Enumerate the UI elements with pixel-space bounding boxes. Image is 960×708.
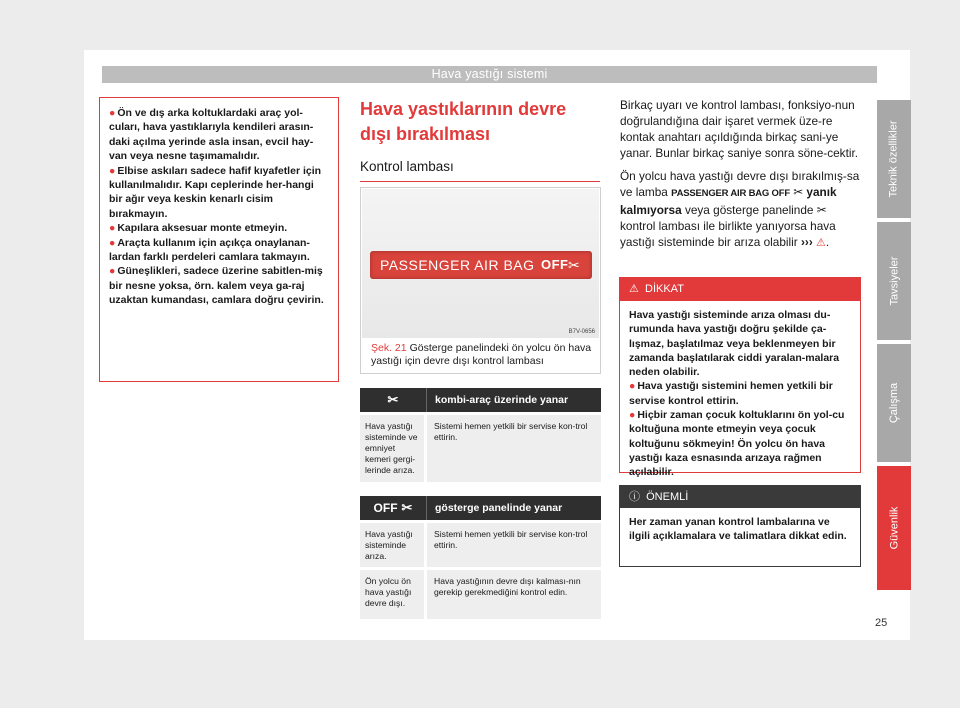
body-text	[620, 97, 860, 258]
onemli-box	[619, 485, 861, 567]
dikkat-body: Hava yastığı sisteminde arıza olması du-rumunda hava yastığı doğru şekilde ça-lışmaz, başlatılmaz veya beklenmeyen bir zamanda başlatılarak ciddi yaralan-malara neden olabilir. ● Hava yastığı sistemini hemen yetkili bir servise kontrol ettirin. ● Hiçbir zaman çocuk koltuklarını ön yol-cu koltuğuna monte etmeyin veya çocuk koltuğunu sökmeyin! Ön yolcu ön hava yastığı kaza esnasında arızaya rağmen açılabilir.	[620, 301, 860, 480]
figure-caption: Şek. 21 Gösterge panelindeki ön yolcu ön hava yastığı için devre dışı kontrol lambası	[371, 342, 592, 367]
warning-triangle-icon: ⚠	[816, 237, 826, 249]
subtitle-rule	[360, 181, 600, 182]
bullet-icon: ●	[629, 409, 636, 422]
bullet-icon: ●	[109, 222, 116, 235]
figure-code: B7V-0656	[568, 329, 595, 335]
table-header: OFF ✂ gösterge panelinde yanar	[360, 496, 601, 520]
list-item: ● Hava yastığı sistemini hemen yetkili bir servise kontrol ettirin.	[629, 380, 833, 407]
figure-21	[360, 187, 601, 374]
airbag-off-lamp: PASSENGER AIR BAG OFF ✂	[370, 251, 592, 279]
airbag-off-icon: OFF ✂	[360, 496, 427, 520]
table-kombi	[360, 388, 601, 482]
side-tab-calisma[interactable]: Çalışma	[877, 344, 911, 462]
table-header: ✂ kombi-araç üzerinde yanar	[360, 388, 601, 412]
warning-item: ● Kapılara aksesuar monte etmeyin.	[109, 222, 288, 235]
side-tab-guvenlik[interactable]: Güvenlik	[877, 466, 911, 590]
section-title: Hava yastıklarının devre dışı bırakılması	[360, 99, 567, 144]
airbag-warning-icon: ✂	[816, 203, 827, 217]
airbag-off-lamp-label: PASSENGER AIR BAG OFF	[671, 188, 790, 199]
onemli-header: ⓘ ÖNEMLİ	[620, 486, 860, 508]
bullet-icon: ●	[109, 265, 116, 278]
warning-list-box	[99, 97, 339, 382]
side-tab-teknik[interactable]: Teknik özellikler	[877, 100, 911, 218]
warning-item: ● Araçta kullanım için açıkça onaylanan-lardan farklı perdeleri camlara takmayın.	[109, 236, 310, 264]
dikkat-header: ⚠ DİKKAT	[620, 278, 860, 301]
section-subtitle: Kontrol lambası	[360, 159, 454, 174]
paragraph: Birkaç uyarı ve kontrol lambası, fonksiyo-nun doğrulandığına dair işaret vermek üze-re kontak anahtarı açıldığında birkaç sani-ye yanar. Bunlar birkaç saniye sonra söne-cektir.	[620, 98, 859, 160]
page-header: Hava yastığı sistemi	[102, 66, 877, 83]
table-row: Ön yolcu ön hava yastığı devre dışı. Hava yastığının devre dışı kalması-nın gerekip gerekmediğini kontrol edin.	[360, 567, 601, 619]
warning-item: ● Ön ve dış arka koltuklardaki araç yol-cuları, hava yastıklarıyla kendileri arasın-daki açılma yerinde asla insan, evcil hay-van veya nesne taşımamalıdır.	[109, 107, 314, 163]
airbag-seat-icon: ✂	[568, 257, 581, 273]
warning-triangle-icon: ⚠	[629, 283, 639, 295]
paragraph: Ön yolcu hava yastığı devre dışı bırakılmış-sa ve lamba PASSENGER AIR BAG OFF ✂ yanık kalmıyorsa veya gösterge panelinde ✂ kontrol lambası ile birlikte yanıyorsa hava yastığı sisteminde bir arıza olabilir ››› ⚠.	[620, 169, 860, 249]
airbag-seat-icon: ✂	[793, 185, 804, 199]
bullet-icon: ●	[629, 380, 636, 393]
list-item: ● Hiçbir zaman çocuk koltuklarını ön yol-cu koltuğuna monte etmeyin veya çocuk koltuğunu sökmeyin! Ön yolcu ön hava yastığı kaza esnasında arızaya rağmen açılabilir.	[629, 409, 845, 479]
table-row: Hava yastığı sisteminde ve emniyet kemeri gergi-lerinde arıza. Sistemi hemen yetkili bir servise kon-trol ettirin.	[360, 412, 601, 482]
bullet-icon: ●	[109, 164, 116, 177]
bullet-icon: ●	[109, 236, 116, 249]
manual-page	[84, 50, 910, 640]
table-row: Hava yastığı sisteminde arıza. Sistemi hemen yetkili bir servise kon-trol ettirin.	[360, 520, 601, 567]
airbag-warning-icon: ✂	[360, 388, 427, 412]
dikkat-box	[619, 277, 861, 479]
warning-item: ● Güneşlikleri, sadece üzerine sabitlen-miş bir nesne yoksa, örn. kalem veya ga-raj uzaktan kumandası, camlara doğru çevirin.	[109, 265, 324, 307]
section-heading	[360, 97, 600, 182]
side-tab-tavsiyeler[interactable]: Tavsiyeler	[877, 222, 911, 340]
bullet-icon: ●	[109, 107, 116, 119]
onemli-body: Her zaman yanan kontrol lambalarına ve ilgili açıklamalara ve talimatlara dikkat edin.	[629, 516, 847, 543]
page-number: 25	[875, 617, 888, 629]
table-gosterge	[360, 496, 601, 619]
cross-reference-arrows[interactable]: ›››	[800, 235, 813, 249]
info-circle-icon: ⓘ	[629, 491, 640, 503]
warning-item: ● Elbise askıları sadece hafif kıyafetler için kullanılmalıdır. Kapı ceplerinde her-hangi bir ağır veya keskin kenarlı cisim bırakmayın.	[109, 164, 322, 220]
figure-photo	[362, 189, 599, 338]
